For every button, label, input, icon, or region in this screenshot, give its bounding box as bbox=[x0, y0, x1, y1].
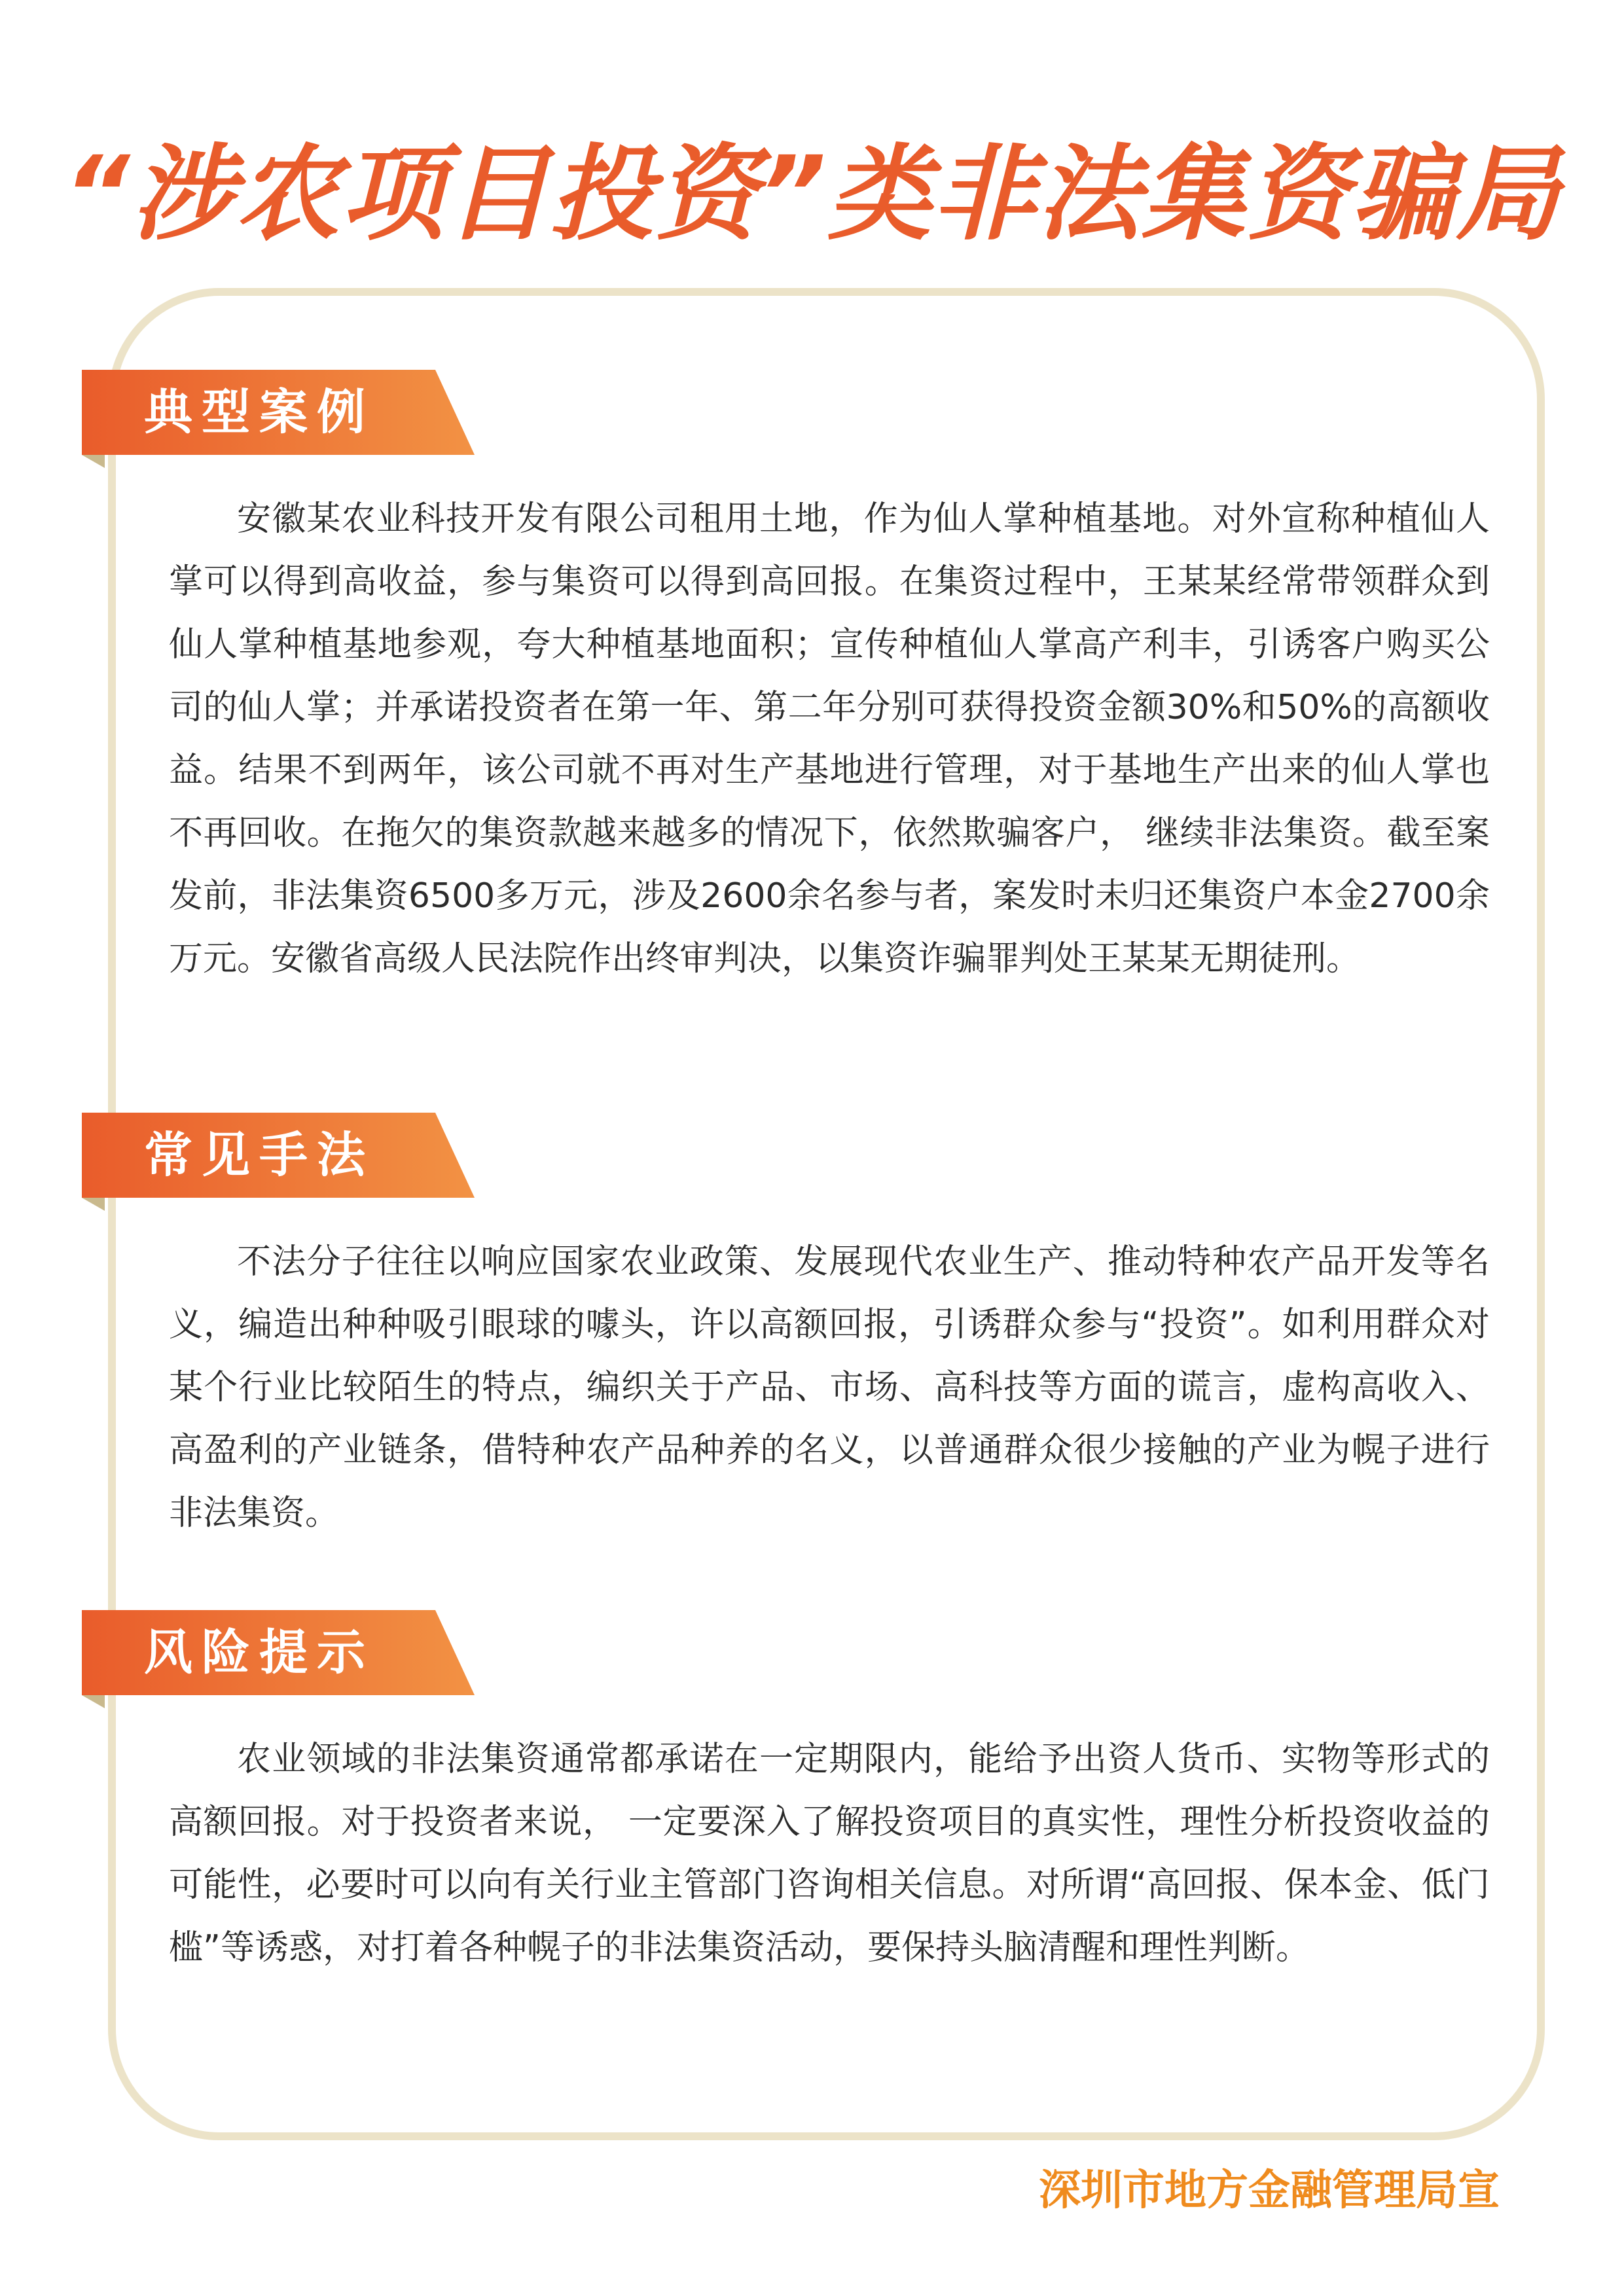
section-paragraph: 安徽某农业科技开发有限公司租用土地，作为仙人掌种植基地。对外宣称种植仙人掌可以得到高收益，参与集资可以得到高回报。在集资过程中，王某某经常带领群众到仙人掌种植基地参观，夸大种植基地面积；宣传种植仙人掌高产利丰，引诱客户购买公司的仙人掌；并承诺投资者在第一年、第二年分别可获得投资金额30%和50%的高额收益。结果不到两年，该公司就不再对生产基地进行管理，对于基地生产出来的仙人掌也不再回收。在拖欠的集资款越来越多的情况下，依然欺骗客户， 继续非法集资。截至案发前，非法集资6500多万元，涉及2600余名参与者，案发时未归还集资户本金2700余万元。安徽省高级人民法院作出终审判决，以集资诈骗罪判处王某某无期徒刑。 bbox=[169, 499, 1490, 978]
section-ribbon bbox=[82, 370, 475, 458]
section-heading: 常见手法 bbox=[144, 1127, 374, 1183]
section-heading: 风险提示 bbox=[144, 1624, 374, 1681]
section-heading: 典型案例 bbox=[144, 384, 374, 440]
footer-issuer: 深圳市地方金融管理局宣 bbox=[1039, 2166, 1500, 2215]
section-ribbon bbox=[82, 1113, 475, 1201]
section-paragraph: 不法分子往往以响应国家农业政策、发展现代农业生产、推动特种农产品开发等名义，编造出种种吸引眼球的噱头，许以高额回报，引诱群众参与“投资”。如利用群众对某个行业比较陌生的特点，编织关于产品、市场、高科技等方面的谎言，虚构高收入、高盈利的产业链条，借特种农产品种养的名义，以普通群众很少接触的产业为幌子进行非法集资。 bbox=[169, 1242, 1490, 1533]
page-title: “涉农项目投资”类非法集资骗局 bbox=[63, 134, 1561, 255]
section-ribbon bbox=[82, 1610, 475, 1698]
section-paragraph: 农业领域的非法集资通常都承诺在一定期限内，能给予出资人货币、实物等形式的高额回报。对于投资者来说， 一定要深入了解投资项目的真实性，理性分析投资收益的可能性，必要时可以向有关行业主管部门咨询相关信息。对所谓“高回报、保本金、低门槛”等诱惑，对打着各种幌子的非法集资活动，要保持头脑清醒和理性判断。 bbox=[169, 1740, 1490, 1967]
